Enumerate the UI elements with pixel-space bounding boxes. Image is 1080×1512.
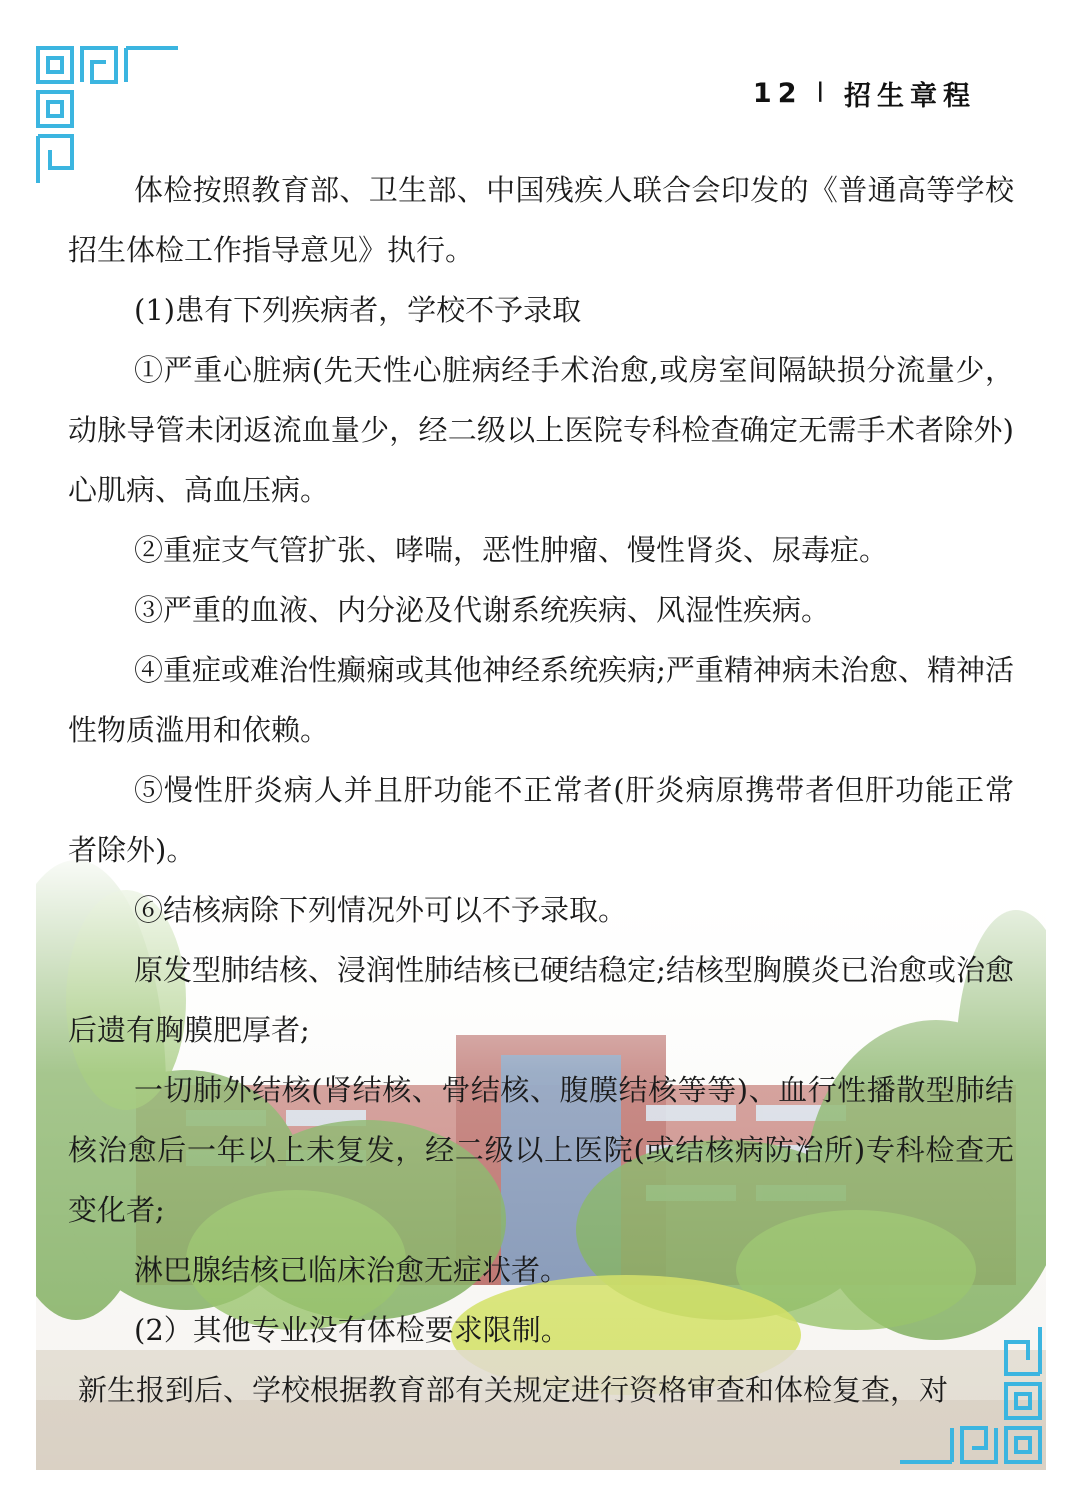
paragraph-tb-exception-2: 一切肺外结核(肾结核、骨结核、腹膜结核等等)、血行性播散型肺结核治愈后一年以上未复发，经二级以上医院(或结核病防治所)专科检查无变化者;	[68, 1073, 1014, 1227]
article-body	[68, 160, 1014, 1420]
paragraph-item-2: ②重症支气管扩张、哮喘，恶性肿瘤、慢性肾炎、尿毒症。	[134, 533, 889, 567]
header-separator: l	[816, 78, 830, 109]
section-title: 招生章程	[844, 81, 976, 112]
paragraph-heading-2: (2）其他专业没有体检要求限制。	[134, 1313, 570, 1347]
page-header	[753, 74, 976, 113]
page-number: 12	[752, 78, 803, 109]
paragraph-intro: 体检按照教育部、卫生部、中国残疾人联合会印发的《普通高等学校招生体检工作指导意见》执行。	[68, 173, 1014, 267]
paragraph-item-6: ⑥结核病除下列情况外可以不予录取。	[134, 893, 628, 927]
paragraph-item-3: ③严重的血液、内分泌及代谢系统疾病、风湿性疾病。	[134, 593, 831, 627]
paragraph-item-4: ④重症或难治性癫痫或其他神经系统疾病;严重精神病未治愈、精神活性物质滥用和依赖。	[68, 653, 1014, 747]
paragraph-tb-exception-1: 原发型肺结核、浸润性肺结核已硬结稳定;结核型胸膜炎已治愈或治愈后遗有胸膜肥厚者;	[68, 953, 1014, 1047]
paragraph-enrollment-review: 新生报到后、学校根据教育部有关规定进行资格审查和体检复查，对	[78, 1373, 949, 1407]
paragraph-tb-exception-3: 淋巴腺结核已临床治愈无症状者。	[134, 1253, 570, 1287]
paragraph-item-1: ①严重心脏病(先天性心脏病经手术治愈,或房室间隔缺损分流量少，动脉导管未闭返流血量少，经二级以上医院专科检查确定无需手术者除外)心肌病、高血压病。	[68, 353, 1014, 507]
paragraph-heading-1: (1)患有下列疾病者，学校不予录取	[134, 293, 582, 327]
paragraph-item-5: ⑤慢性肝炎病人并且肝功能不正常者(肝炎病原携带者但肝功能正常者除外)。	[68, 773, 1014, 867]
